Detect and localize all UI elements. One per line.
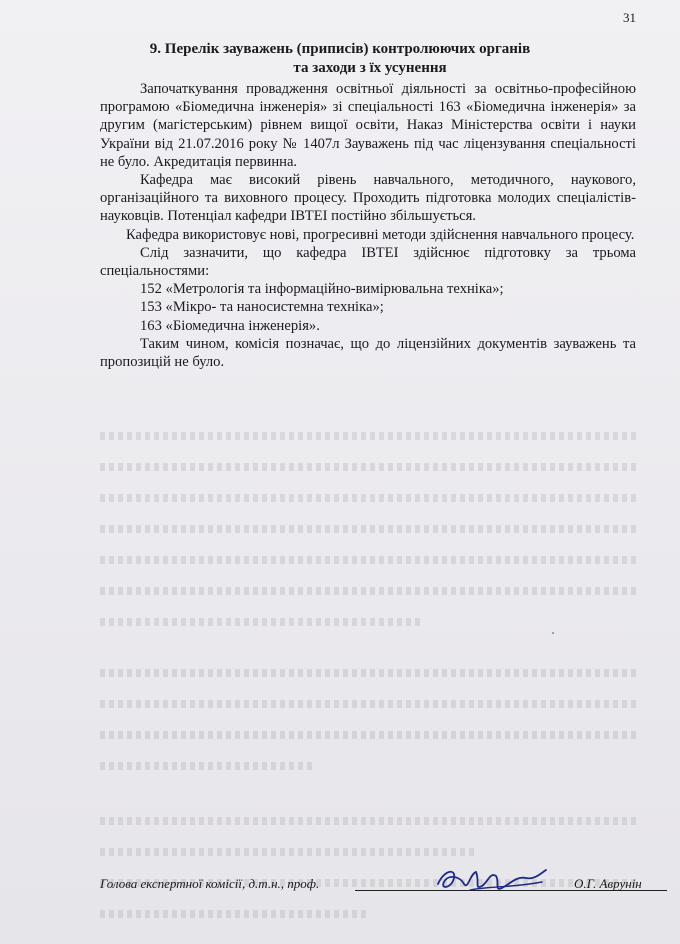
specialty-item: 152 «Метрологія та інформаційно-вимірювальна техніка»;: [140, 281, 504, 298]
specialty-item: 153 «Мікро- та наносистемна техніка»;: [140, 299, 384, 316]
paragraph-department-level: Кафедра має високий рівень навчального, методичного, наукового, організаційного та виховного процесу. Проходить підготовка молодих спеціалістів-науковців. Потенціал кафедри ІВТЕІ постійно збільшується.: [100, 172, 636, 225]
heading-line-2: та заходи з їх усунення: [293, 60, 447, 76]
paragraph-conclusion: Таким чином, комісія позначає, що до ліцензійних документів зауважень та пропозицій не було.: [100, 335, 636, 371]
reverse-side-bleed-through: [100, 420, 640, 929]
body-text: [100, 80, 636, 371]
page-number: 31: [623, 10, 636, 25]
section-heading: [0, 40, 680, 78]
paragraph-methods: Кафедра використовує нові, прогресивні методи здійснення навчального процесу.: [126, 226, 635, 243]
signature-name: О.Г. Аврунін: [574, 876, 642, 891]
paragraph-specialties-intro: Слід зазначити, що кафедра ІВТЕІ здійснює підготовку за трьома спеціальностями:: [100, 244, 636, 280]
paper-speck: [552, 632, 554, 634]
specialty-item: 163 «Біомедична інженерія».: [140, 317, 320, 334]
paragraph-licensing: Започаткування провадження освітньої діяльності за освітньо-професійною програмою «Біомедична інженерія» зі спеціальності 163 «Біомедична інженерія» за другим (магістерським) рівнем вищої освіти, Наказ Міністерства освіти і науки України від 21.07.2016 року № 1407л Зауважень під час ліцензування спеціальності не було. Акредитація первинна.: [100, 81, 636, 170]
heading-line-1: 9. Перелік зауважень (приписів) контролюючих органів: [149, 41, 531, 57]
signature-caption: Голова експертної комісії, д.т.н., проф.: [100, 876, 320, 891]
handwritten-signature: [430, 862, 550, 898]
